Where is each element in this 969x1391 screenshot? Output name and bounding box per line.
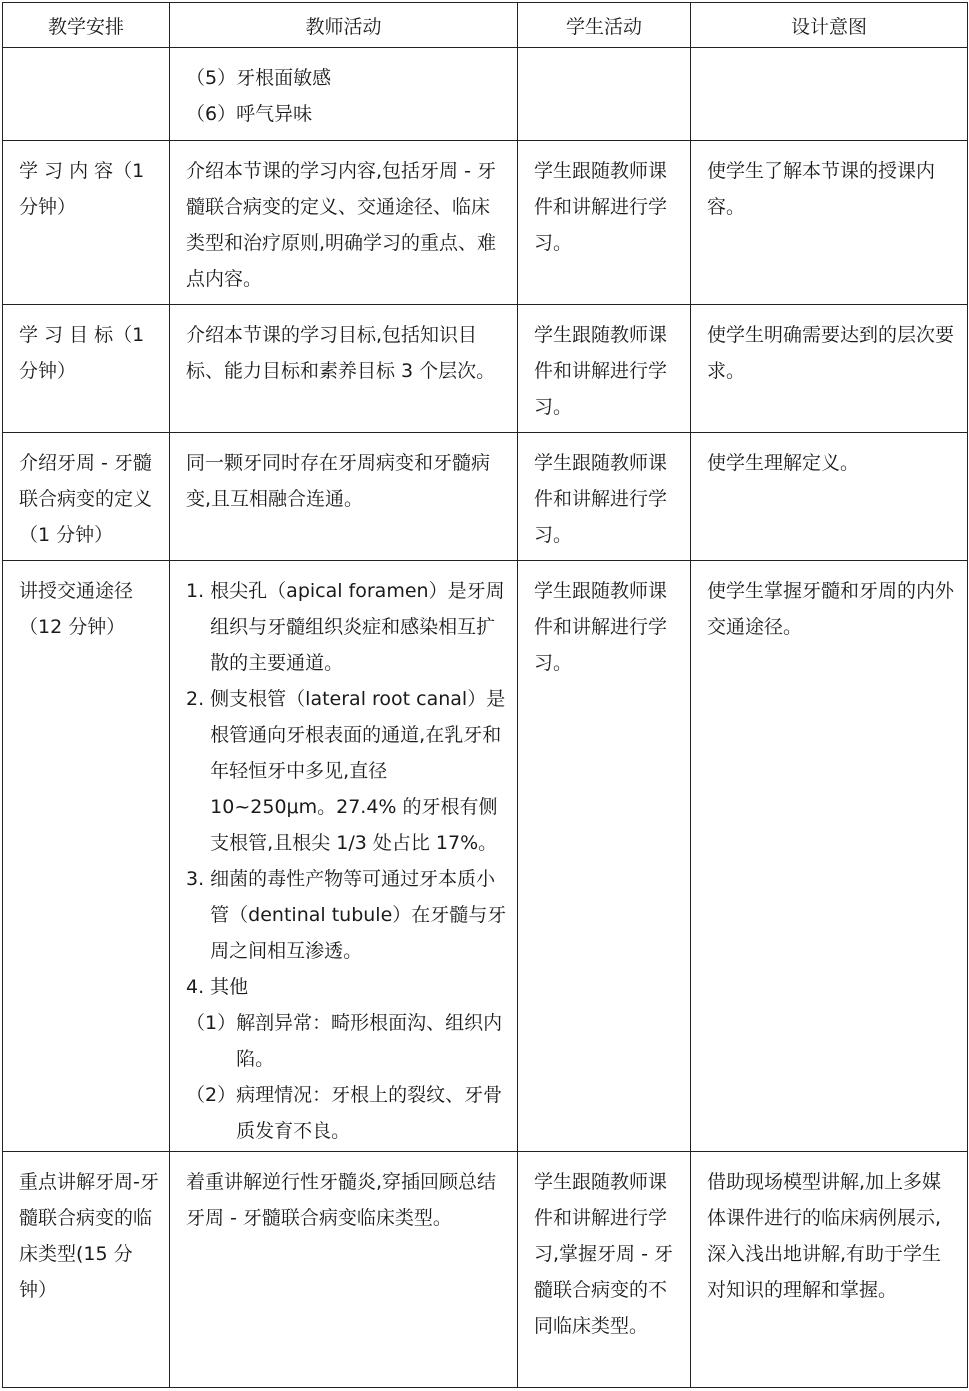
student-cell: 学生跟随教师课件和讲解进行学习。: [518, 433, 691, 561]
student-cell: [518, 48, 691, 141]
table-row: [3, 561, 968, 1152]
header-teacher-activity: 教师活动: [170, 3, 518, 48]
intent-cell: 使学生掌握牙髓和牙周的内外交通途径。: [691, 561, 968, 1152]
arrangement-cell: 学 习 内 容（1 分钟）: [3, 141, 170, 305]
header-arrangement: 教学安排: [3, 3, 170, 48]
table-row: [3, 48, 968, 141]
arrangement-cell: 学 习 目 标（1 分钟）: [3, 305, 170, 433]
intent-cell: 使学生理解定义。: [691, 433, 968, 561]
student-cell: 学生跟随教师课件和讲解进行学习,掌握牙周 - 牙髓联合病变的不同临床类型。: [518, 1152, 691, 1388]
lesson-plan-table: [2, 2, 968, 1388]
teacher-cell: 介绍本节课的学习目标,包括知识目标、能力目标和素养目标 3 个层次。: [170, 305, 518, 433]
table-row: [3, 141, 968, 305]
student-cell: 学生跟随教师课件和讲解进行学习。: [518, 141, 691, 305]
list-item: （2） 病理情况：牙根上的裂纹、牙骨质发育不良。: [186, 1084, 503, 1142]
teacher-cell: 介绍本节课的学习内容,包括牙周 - 牙髓联合病变的定义、交通途径、临床类型和治疗原则,明确学习的重点、难点内容。: [170, 141, 518, 305]
list-item: 1. 根尖孔（apical foramen）是牙周组织与牙髓组织炎症和感染相互扩散的主要通道。: [186, 580, 505, 674]
arrangement-cell: 介绍牙周 - 牙髓联合病变的定义（1 分钟）: [3, 433, 170, 561]
teacher-cell: 同一颗牙同时存在牙周病变和牙髓病变,且互相融合连通。: [170, 433, 518, 561]
header-student-activity: 学生活动: [518, 3, 691, 48]
intent-cell: [691, 48, 968, 141]
list-item: 4. 其他: [186, 976, 249, 998]
intent-cell: 使学生了解本节课的授课内容。: [691, 141, 968, 305]
intent-cell: 使学生明确需要达到的层次要求。: [691, 305, 968, 433]
teacher-cell: 着重讲解逆行性牙髓炎,穿插回顾总结牙周 - 牙髓联合病变临床类型。: [170, 1152, 518, 1388]
table-row: [3, 305, 968, 433]
teacher-line: （6）呼气异味: [186, 103, 313, 125]
intent-cell: 借助现场模型讲解,加上多媒体课件进行的临床病例展示,深入浅出地讲解,有助于学生对知识的理解和掌握。: [691, 1152, 968, 1388]
list-item: 3. 细菌的毒性产物等可通过牙本质小管（dentinal tubule）在牙髓与牙周之间相互渗透。: [186, 868, 507, 962]
table-row: [3, 433, 968, 561]
table-row: [3, 1152, 968, 1388]
arrangement-cell: [3, 48, 170, 141]
student-cell: 学生跟随教师课件和讲解进行学习。: [518, 305, 691, 433]
list-item: 2. 侧支根管（lateral root canal）是根管通向牙根表面的通道,在乳牙和年轻恒牙中多见,直径 10~250μm。27.4% 的牙根有侧支根管,且根尖 1/3 处占比 17%。: [186, 688, 506, 854]
teacher-line: （5）牙根面敏感: [186, 67, 332, 89]
arrangement-cell: 重点讲解牙周-牙髓联合病变的临床类型(15 分钟）: [3, 1152, 170, 1388]
arrangement-cell: 讲授交通途径（12 分钟）: [3, 561, 170, 1152]
teacher-cell: [170, 48, 518, 141]
header-design-intent: 设计意图: [691, 3, 968, 48]
header-row: [3, 3, 968, 48]
student-cell: 学生跟随教师课件和讲解进行学习。: [518, 561, 691, 1152]
list-item: （1） 解剖异常：畸形根面沟、组织内陷。: [186, 1012, 503, 1070]
teacher-cell: [170, 561, 518, 1152]
